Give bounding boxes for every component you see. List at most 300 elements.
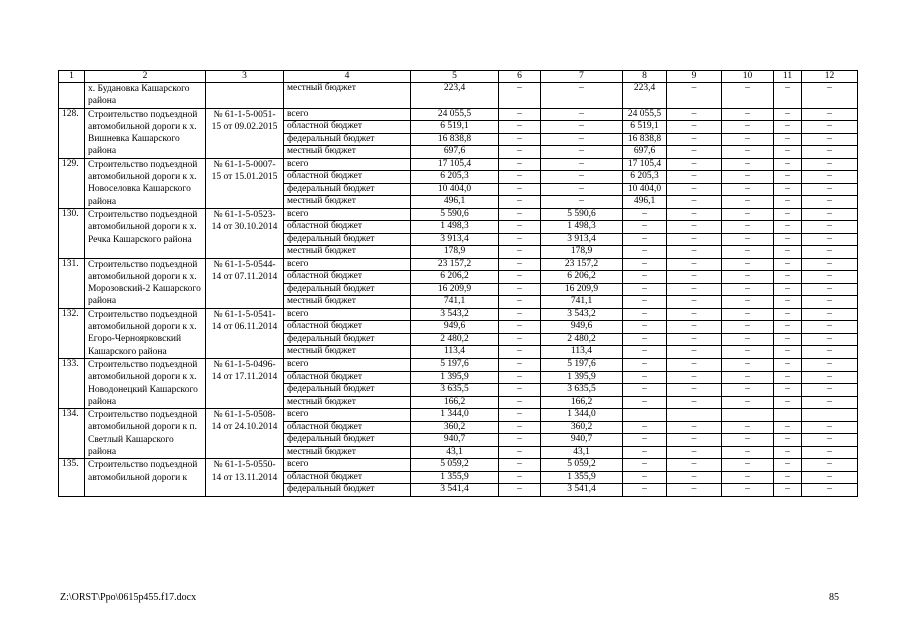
amount-cell: –	[722, 196, 774, 209]
amount-cell: –	[667, 121, 722, 134]
page-number: 85	[829, 592, 839, 603]
amount-cell: –	[667, 434, 722, 447]
amount-cell: 5 059,2	[411, 459, 499, 471]
amount-cell: 1 498,3	[541, 221, 623, 233]
funding-source: областной бюджет	[284, 321, 411, 334]
amount-cell: –	[802, 183, 858, 196]
amount-cell: 3 541,4	[411, 484, 499, 496]
amount-cell: –	[499, 233, 541, 245]
amount-cell: –	[499, 208, 541, 220]
amount-cell: 223,4	[411, 83, 499, 109]
amount-cell: –	[774, 171, 802, 184]
amount-cell: –	[774, 396, 802, 409]
amount-cell: 496,1	[623, 196, 667, 209]
amount-cell: –	[499, 459, 541, 471]
amount-cell: –	[774, 333, 802, 346]
amount-cell: –	[722, 133, 774, 146]
amount-cell: –	[541, 158, 623, 171]
amount-cell: –	[667, 471, 722, 483]
amount-cell: –	[499, 183, 541, 196]
amount-cell: –	[499, 434, 541, 447]
amount-cell: 1 498,3	[411, 221, 499, 233]
amount-cell: –	[499, 321, 541, 334]
amount-cell: –	[499, 171, 541, 184]
amount-cell: –	[499, 371, 541, 384]
amount-cell: –	[499, 258, 541, 271]
amount-cell: –	[667, 371, 722, 384]
funding-source: всего	[284, 409, 411, 422]
amount-cell: 3 913,4	[541, 233, 623, 245]
object-name: Строительство подъездной автомобильной дороги к п. Светлый Кашарского района	[85, 409, 206, 459]
amount-cell: –	[667, 183, 722, 196]
amount-cell: –	[722, 296, 774, 309]
amount-cell: 5 059,2	[541, 459, 623, 471]
row-number: 133.	[59, 358, 85, 408]
funding-source: местный бюджет	[284, 83, 411, 109]
amount-cell: –	[623, 321, 667, 334]
amount-cell: –	[541, 196, 623, 209]
amount-cell: 43,1	[411, 446, 499, 459]
amount-cell: 5 197,6	[411, 358, 499, 371]
amount-cell: 1 355,9	[411, 471, 499, 483]
amount-cell: –	[623, 258, 667, 271]
amount-cell: –	[722, 421, 774, 434]
amount-cell: 166,2	[541, 396, 623, 409]
amount-cell: –	[722, 246, 774, 258]
amount-cell: –	[802, 434, 858, 447]
amount-cell: 223,4	[623, 83, 667, 109]
amount-cell: –	[499, 471, 541, 483]
amount-cell: 23 157,2	[541, 258, 623, 271]
object-name: Строительство подъездной автомобильной дороги к х. Вишневка Кашарского района	[85, 108, 206, 158]
amount-cell: 16 838,8	[623, 133, 667, 146]
amount-cell: –	[802, 371, 858, 384]
amount-cell: –	[667, 446, 722, 459]
amount-cell: –	[774, 258, 802, 271]
amount-cell: 16 209,9	[541, 283, 623, 296]
amount-cell: –	[802, 258, 858, 271]
amount-cell: –	[774, 221, 802, 233]
table-row	[59, 308, 858, 321]
amount-cell: –	[774, 183, 802, 196]
permit-number	[206, 83, 284, 109]
amount-cell: 2 480,2	[411, 333, 499, 346]
amount-cell: 5 590,6	[411, 208, 499, 220]
amount-cell: –	[499, 108, 541, 121]
funding-source: местный бюджет	[284, 296, 411, 309]
permit-number: № 61-1-5-0496-14 от 17.11.2014	[206, 358, 284, 408]
object-name: Строительство подъездной автомобильной дороги к х. Егоро-Черноярковский Кашарского района	[85, 308, 206, 358]
column-number: 7	[541, 71, 623, 83]
amount-cell: –	[541, 121, 623, 134]
amount-cell: –	[667, 146, 722, 159]
amount-cell: 3 635,5	[411, 384, 499, 397]
amount-cell	[722, 409, 774, 422]
amount-cell: –	[667, 396, 722, 409]
funding-source: всего	[284, 459, 411, 471]
amount-cell: 3 541,4	[541, 484, 623, 496]
funding-source: местный бюджет	[284, 446, 411, 459]
amount-cell: 741,1	[541, 296, 623, 309]
amount-cell: –	[667, 83, 722, 109]
amount-cell: –	[499, 83, 541, 109]
amount-cell: –	[541, 83, 623, 109]
amount-cell: –	[667, 296, 722, 309]
row-number: 131.	[59, 258, 85, 308]
table-row	[59, 108, 858, 121]
amount-cell: –	[499, 396, 541, 409]
amount-cell: –	[802, 133, 858, 146]
object-name: Строительство подъездной автомобильной дороги к х. Морозовский-2 Кашарского района	[85, 258, 206, 308]
amount-cell: –	[774, 146, 802, 159]
amount-cell: 2 480,2	[541, 333, 623, 346]
amount-cell: –	[774, 196, 802, 209]
amount-cell: –	[722, 471, 774, 483]
amount-cell: –	[722, 83, 774, 109]
amount-cell: 113,4	[411, 346, 499, 359]
amount-cell: –	[499, 158, 541, 171]
amount-cell: –	[774, 158, 802, 171]
amount-cell: –	[623, 371, 667, 384]
amount-cell: –	[802, 271, 858, 284]
funding-source: всего	[284, 208, 411, 220]
amount-cell: –	[722, 208, 774, 220]
table-row	[59, 258, 858, 271]
amount-cell: 6 519,1	[411, 121, 499, 134]
amount-cell: –	[722, 358, 774, 371]
amount-cell: –	[667, 484, 722, 496]
amount-cell: 5 197,6	[541, 358, 623, 371]
amount-cell: 940,7	[541, 434, 623, 447]
amount-cell: –	[499, 446, 541, 459]
amount-cell: –	[722, 233, 774, 245]
amount-cell: –	[722, 221, 774, 233]
amount-cell: –	[802, 308, 858, 321]
amount-cell: 1 395,9	[541, 371, 623, 384]
funding-source: областной бюджет	[284, 221, 411, 233]
amount-cell: 3 543,2	[411, 308, 499, 321]
funding-source: всего	[284, 358, 411, 371]
amount-cell: –	[623, 459, 667, 471]
amount-cell: –	[802, 346, 858, 359]
amount-cell: –	[774, 108, 802, 121]
amount-cell: 16 209,9	[411, 283, 499, 296]
amount-cell: –	[623, 333, 667, 346]
amount-cell: –	[623, 271, 667, 284]
amount-cell: –	[623, 221, 667, 233]
object-name: Строительство подъездной автомобильной дороги к х. Новодонецкий Кашарского района	[85, 358, 206, 408]
amount-cell: 10 404,0	[623, 183, 667, 196]
amount-cell: –	[499, 221, 541, 233]
amount-cell: –	[667, 271, 722, 284]
amount-cell: –	[499, 308, 541, 321]
amount-cell: –	[722, 333, 774, 346]
amount-cell: –	[667, 133, 722, 146]
amount-cell: 697,6	[623, 146, 667, 159]
amount-cell: 949,6	[411, 321, 499, 334]
amount-cell: 6 205,3	[623, 171, 667, 184]
amount-cell: 6 205,3	[411, 171, 499, 184]
row-number: 135.	[59, 459, 85, 496]
funding-source: всего	[284, 108, 411, 121]
amount-cell: 360,2	[541, 421, 623, 434]
amount-cell: –	[774, 296, 802, 309]
column-number: 3	[206, 71, 284, 83]
amount-cell: 1 395,9	[411, 371, 499, 384]
amount-cell: –	[774, 371, 802, 384]
amount-cell: 496,1	[411, 196, 499, 209]
amount-cell: –	[499, 421, 541, 434]
funding-source: областной бюджет	[284, 471, 411, 483]
amount-cell: 24 055,5	[623, 108, 667, 121]
amount-cell: –	[722, 108, 774, 121]
amount-cell: –	[802, 146, 858, 159]
amount-cell: 178,9	[541, 246, 623, 258]
amount-cell: –	[722, 183, 774, 196]
object-name: Строительство подъездной автомобильной дороги к х. Новоселовка Кашарского района	[85, 158, 206, 208]
funding-source: всего	[284, 258, 411, 271]
column-number: 5	[411, 71, 499, 83]
amount-cell: –	[667, 384, 722, 397]
funding-source: областной бюджет	[284, 421, 411, 434]
amount-cell: –	[667, 308, 722, 321]
amount-cell: 3 635,5	[541, 384, 623, 397]
amount-cell: –	[802, 484, 858, 496]
amount-cell: 43,1	[541, 446, 623, 459]
amount-cell: –	[802, 421, 858, 434]
amount-cell: 741,1	[411, 296, 499, 309]
amount-cell: –	[802, 108, 858, 121]
amount-cell: –	[722, 321, 774, 334]
amount-cell: –	[774, 83, 802, 109]
amount-cell: –	[802, 221, 858, 233]
funding-source: местный бюджет	[284, 246, 411, 258]
object-name: Строительство подъездной автомобильной дороги к х. Речка Кашарского района	[85, 208, 206, 258]
amount-cell: –	[774, 121, 802, 134]
amount-cell: –	[667, 221, 722, 233]
amount-cell: –	[541, 171, 623, 184]
column-number: 10	[722, 71, 774, 83]
amount-cell: –	[499, 409, 541, 422]
funding-source: федеральный бюджет	[284, 183, 411, 196]
amount-cell: –	[722, 371, 774, 384]
footer-file-path: Z:\ORST\Ppo\0615p455.f17.docx	[60, 592, 197, 603]
table-row	[59, 358, 858, 371]
amount-cell: –	[499, 384, 541, 397]
amount-cell: –	[499, 146, 541, 159]
funding-source: федеральный бюджет	[284, 333, 411, 346]
funding-source: федеральный бюджет	[284, 484, 411, 496]
amount-cell: 3 913,4	[411, 233, 499, 245]
funding-source: областной бюджет	[284, 121, 411, 134]
row-number: 132.	[59, 308, 85, 358]
amount-cell: –	[541, 108, 623, 121]
amount-cell: –	[499, 283, 541, 296]
funding-source: областной бюджет	[284, 171, 411, 184]
amount-cell: –	[667, 358, 722, 371]
funding-source: областной бюджет	[284, 371, 411, 384]
amount-cell: –	[667, 158, 722, 171]
column-number: 11	[774, 71, 802, 83]
amount-cell: 166,2	[411, 396, 499, 409]
amount-cell: –	[802, 446, 858, 459]
amount-cell: –	[802, 459, 858, 471]
amount-cell: –	[499, 133, 541, 146]
funding-source: областной бюджет	[284, 271, 411, 284]
budget-table	[58, 70, 858, 497]
amount-cell: –	[802, 158, 858, 171]
amount-cell: –	[623, 233, 667, 245]
amount-cell: –	[667, 258, 722, 271]
amount-cell: –	[623, 296, 667, 309]
row-number: 129.	[59, 158, 85, 208]
permit-number: № 61-1-5-0051-15 от 09.02.2015	[206, 108, 284, 158]
funding-source: федеральный бюджет	[284, 133, 411, 146]
column-number: 6	[499, 71, 541, 83]
header-row	[59, 71, 858, 83]
amount-cell: –	[623, 421, 667, 434]
amount-cell: –	[774, 271, 802, 284]
amount-cell: 1 344,0	[411, 409, 499, 422]
amount-cell: 17 105,4	[623, 158, 667, 171]
amount-cell: –	[774, 484, 802, 496]
amount-cell: –	[774, 246, 802, 258]
amount-cell: –	[774, 308, 802, 321]
amount-cell: –	[774, 233, 802, 245]
amount-cell: –	[623, 384, 667, 397]
table-row	[59, 409, 858, 422]
table-row	[59, 158, 858, 171]
amount-cell: –	[802, 233, 858, 245]
amount-cell: –	[722, 346, 774, 359]
amount-cell: 3 543,2	[541, 308, 623, 321]
amount-cell: –	[802, 121, 858, 134]
amount-cell: –	[774, 133, 802, 146]
amount-cell: –	[722, 271, 774, 284]
amount-cell: –	[774, 446, 802, 459]
funding-source: федеральный бюджет	[284, 434, 411, 447]
amount-cell: –	[774, 208, 802, 220]
funding-source: всего	[284, 158, 411, 171]
amount-cell: –	[499, 196, 541, 209]
column-number: 8	[623, 71, 667, 83]
amount-cell: –	[722, 283, 774, 296]
row-number: 128.	[59, 108, 85, 158]
amount-cell: –	[623, 358, 667, 371]
amount-cell: 6 206,2	[411, 271, 499, 284]
funding-source: федеральный бюджет	[284, 384, 411, 397]
amount-cell	[774, 409, 802, 422]
amount-cell: –	[722, 308, 774, 321]
amount-cell: –	[499, 121, 541, 134]
amount-cell: 24 055,5	[411, 108, 499, 121]
amount-cell: –	[774, 471, 802, 483]
column-number: 12	[802, 71, 858, 83]
amount-cell: –	[722, 459, 774, 471]
row-number	[59, 83, 85, 109]
amount-cell: –	[623, 246, 667, 258]
amount-cell: –	[667, 171, 722, 184]
amount-cell: –	[802, 384, 858, 397]
amount-cell: –	[802, 83, 858, 109]
amount-cell: 10 404,0	[411, 183, 499, 196]
amount-cell: –	[802, 358, 858, 371]
amount-cell: –	[541, 183, 623, 196]
amount-cell: –	[722, 158, 774, 171]
amount-cell: –	[722, 396, 774, 409]
row-number: 130.	[59, 208, 85, 258]
amount-cell: –	[774, 283, 802, 296]
amount-cell: –	[802, 171, 858, 184]
amount-cell: –	[667, 196, 722, 209]
table-row	[59, 83, 858, 109]
amount-cell	[802, 409, 858, 422]
column-number: 4	[284, 71, 411, 83]
funding-source: федеральный бюджет	[284, 233, 411, 245]
amount-cell: –	[499, 346, 541, 359]
funding-source: местный бюджет	[284, 396, 411, 409]
amount-cell: –	[623, 208, 667, 220]
permit-number: № 61-1-5-0508-14 от 24.10.2014	[206, 409, 284, 459]
column-number: 1	[59, 71, 85, 83]
amount-cell: –	[667, 283, 722, 296]
amount-cell: –	[774, 358, 802, 371]
amount-cell: –	[499, 296, 541, 309]
amount-cell: –	[722, 384, 774, 397]
amount-cell: –	[623, 434, 667, 447]
amount-cell: 23 157,2	[411, 258, 499, 271]
amount-cell: –	[667, 246, 722, 258]
amount-cell: –	[623, 484, 667, 496]
amount-cell	[623, 409, 667, 422]
amount-cell: –	[802, 196, 858, 209]
permit-number: № 61-1-5-0550-14 от 13.11.2014	[206, 459, 284, 496]
amount-cell: –	[774, 346, 802, 359]
amount-cell: 5 590,6	[541, 208, 623, 220]
amount-cell: –	[499, 246, 541, 258]
amount-cell: –	[774, 321, 802, 334]
funding-source: местный бюджет	[284, 196, 411, 209]
amount-cell: –	[802, 471, 858, 483]
amount-cell: –	[667, 108, 722, 121]
amount-cell: –	[499, 333, 541, 346]
amount-cell: –	[667, 333, 722, 346]
amount-cell: –	[623, 283, 667, 296]
permit-number: № 61-1-5-0541-14 от 06.11.2014	[206, 308, 284, 358]
object-name: х. Будановка Кашарского района	[85, 83, 206, 109]
amount-cell: 360,2	[411, 421, 499, 434]
amount-cell: –	[623, 396, 667, 409]
amount-cell: 1 355,9	[541, 471, 623, 483]
amount-cell: –	[623, 308, 667, 321]
row-number: 134.	[59, 409, 85, 459]
amount-cell: –	[722, 446, 774, 459]
amount-cell: –	[802, 208, 858, 220]
amount-cell: 16 838,8	[411, 133, 499, 146]
amount-cell: –	[623, 471, 667, 483]
amount-cell: –	[802, 321, 858, 334]
permit-number: № 61-1-5-0544-14 от 07.11.2014	[206, 258, 284, 308]
funding-source: всего	[284, 308, 411, 321]
amount-cell: –	[722, 484, 774, 496]
funding-source: местный бюджет	[284, 146, 411, 159]
amount-cell: 17 105,4	[411, 158, 499, 171]
amount-cell: –	[802, 396, 858, 409]
funding-source: федеральный бюджет	[284, 283, 411, 296]
amount-cell: 6 519,1	[623, 121, 667, 134]
amount-cell: 113,4	[541, 346, 623, 359]
table-row	[59, 208, 858, 220]
